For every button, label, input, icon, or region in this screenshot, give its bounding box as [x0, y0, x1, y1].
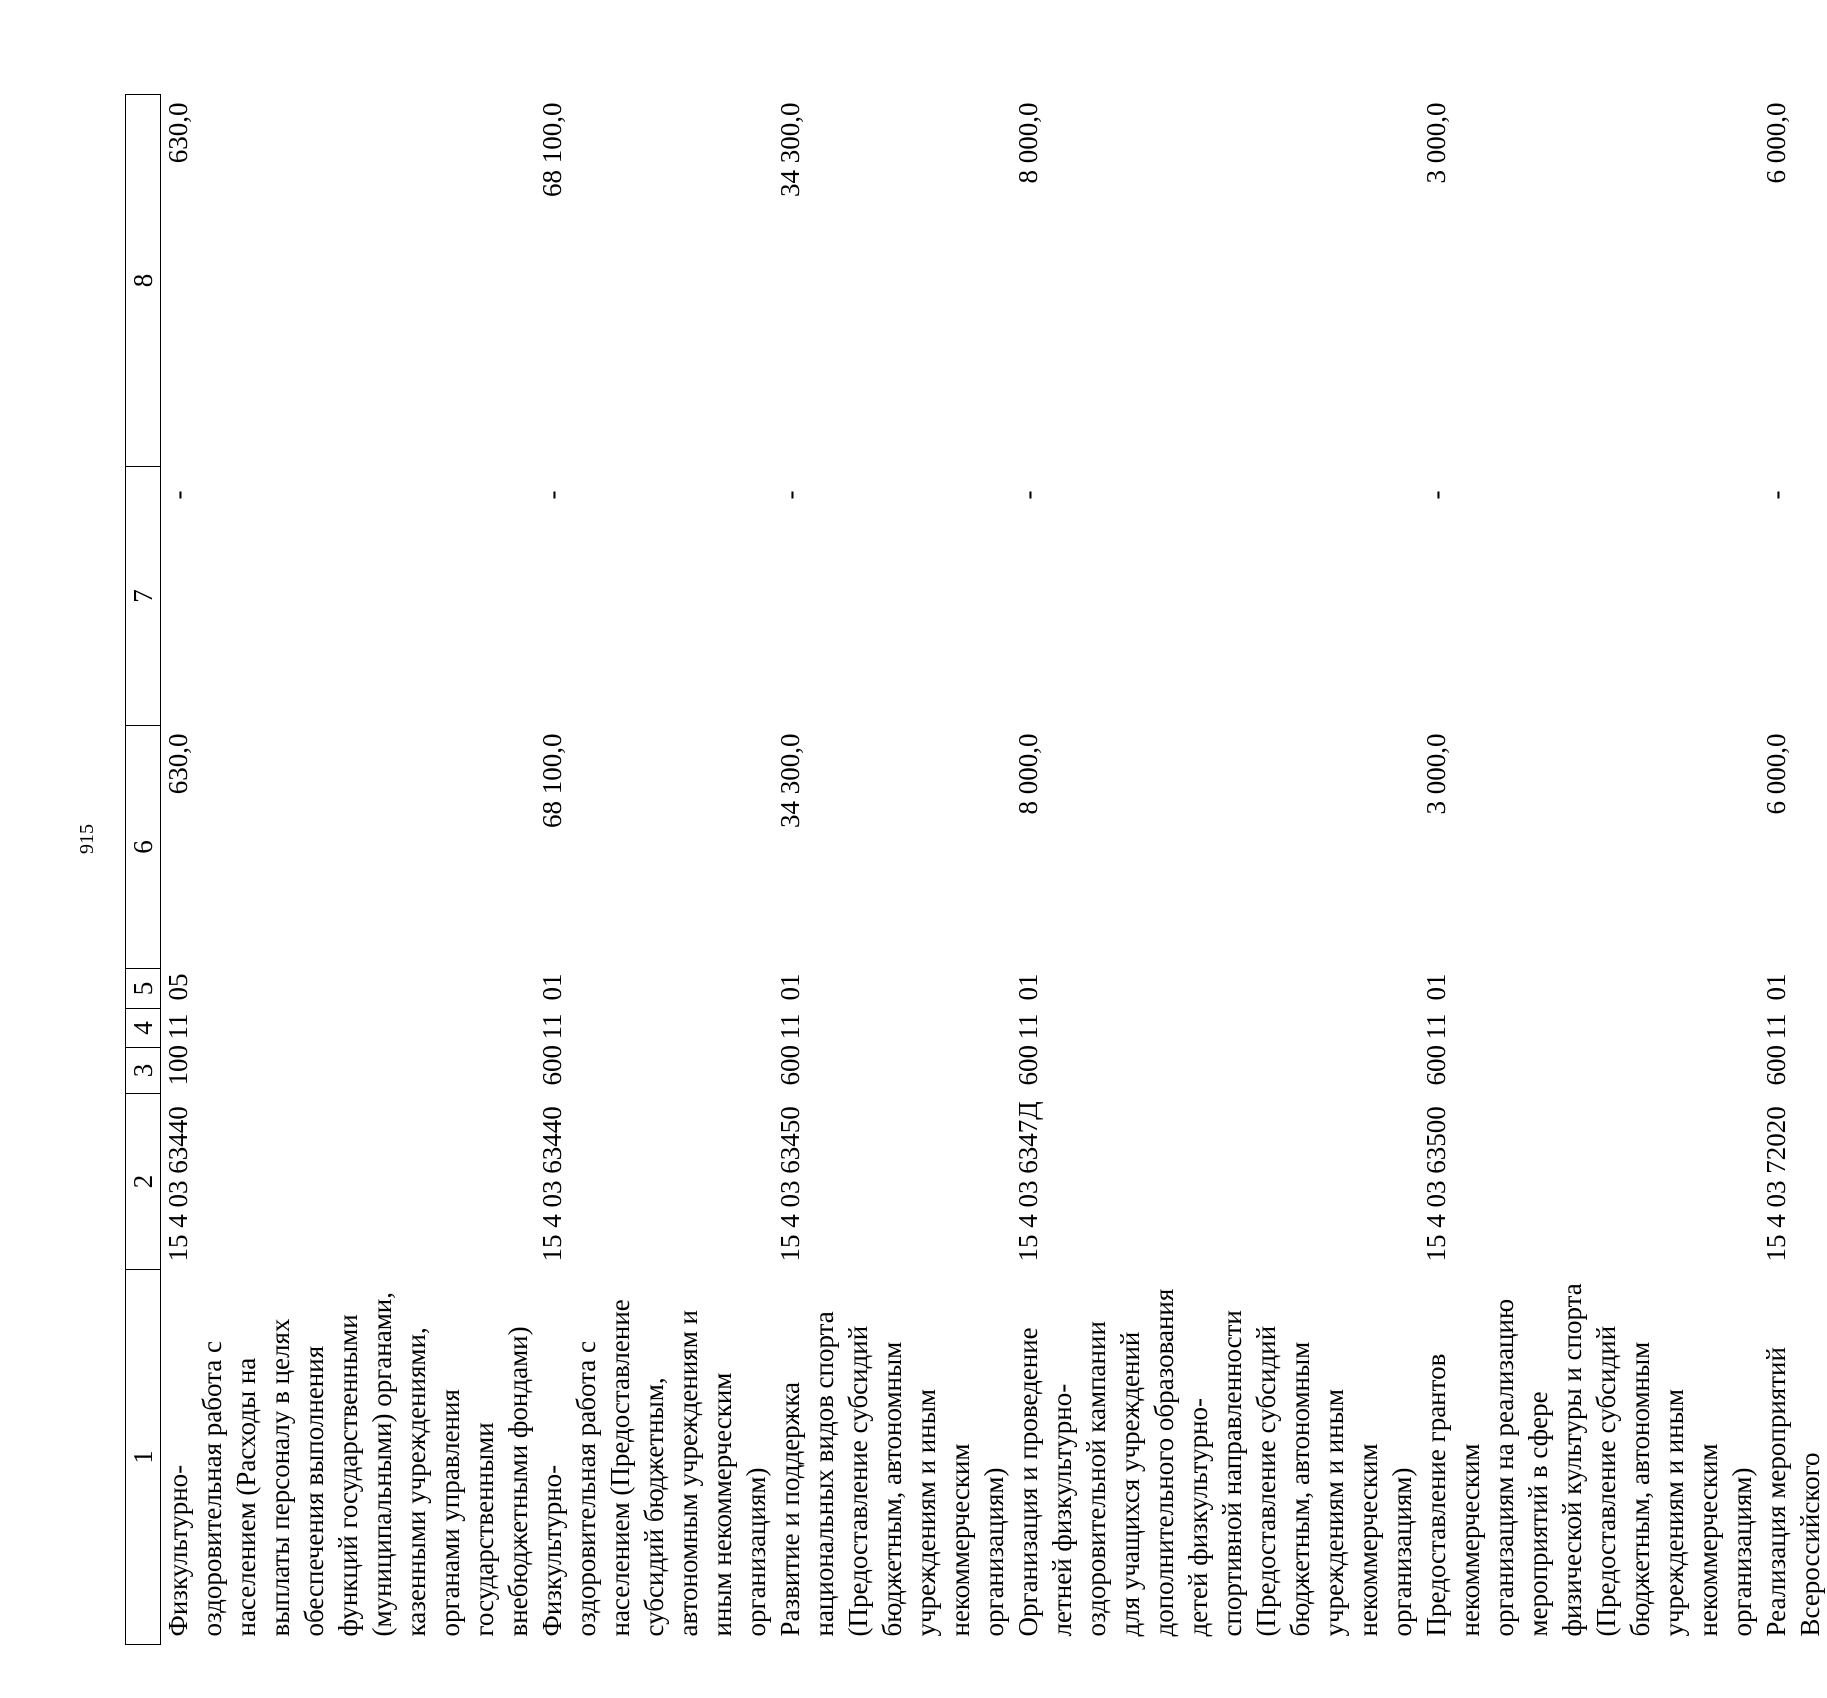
- row-vr: 600: [1013, 1045, 1043, 1086]
- row-vr: 600: [775, 1045, 805, 1086]
- row-sum: 34 300,0: [775, 733, 805, 828]
- row-name: Организация и проведение летней физкультурно-оздоровительной кампании для учащихся учреждений дополнительного образования детей физкультурно-спортивной направленности (Предоставление субсидий бюджетным, автономным учреждениям и иным некоммерческим организациям): [1013, 1288, 1417, 1637]
- row-col7: -: [1761, 490, 1791, 500]
- table-row: [773, 95, 1011, 1645]
- row-code: 15 4 03 63450: [775, 1106, 805, 1262]
- row-code: 15 4 03 6347Д: [1013, 1101, 1043, 1262]
- row-pr: 01: [1421, 973, 1451, 1001]
- row-vr: 100: [163, 1045, 193, 1086]
- row-col7: -: [163, 490, 193, 500]
- row-pr: 01: [537, 973, 567, 1001]
- header-col-1: 1: [126, 1270, 161, 1645]
- row-rz: 11: [1421, 1013, 1451, 1040]
- row-name: Физкультурно-оздоровительная работа с населением (Расходы на выплаты персоналу в целях обеспечения выполнения функций государственными (муниципальными) органами, казенными учреждениями, органами управления государственными внебюджетными фондами): [163, 1292, 533, 1637]
- row-vr: 600: [537, 1045, 567, 1086]
- header-col-7: 7: [126, 467, 161, 726]
- row-rz: 11: [163, 1013, 193, 1040]
- row-rz: 11: [537, 1013, 567, 1040]
- row-pr: 01: [1761, 973, 1791, 1001]
- row-col8: 630,0: [163, 102, 193, 164]
- row-code: 15 4 03 72020: [1761, 1106, 1791, 1262]
- row-name: Физкультурно-оздоровительная работа с населением (Предоставление субсидий бюджетным, автономным учреждениям и иным некоммерческим организациям): [537, 1299, 771, 1637]
- row-col7: -: [775, 490, 805, 500]
- row-col8: 3 000,0: [1421, 102, 1451, 184]
- row-col7: -: [1013, 490, 1043, 500]
- row-sum: 68 100,0: [537, 733, 567, 828]
- row-code: 15 4 03 63440: [537, 1106, 567, 1262]
- row-col8: 68 100,0: [537, 102, 567, 197]
- row-rz: 11: [775, 1013, 805, 1040]
- header-row: [126, 95, 161, 1645]
- row-vr: 600: [1421, 1045, 1451, 1086]
- row-sum: 630,0: [163, 733, 193, 795]
- row-name: Предоставление грантов некоммерческим организациям на реализацию мероприятий в сфере физической культуры и спорта (Предоставление субсидий бюджетным, автономным учреждениям и иным некоммерческим организациям): [1421, 1283, 1757, 1637]
- row-pr: 01: [1013, 973, 1043, 1001]
- table-row: [1419, 95, 1759, 1645]
- row-rz: 11: [1013, 1013, 1043, 1040]
- table-row: [1759, 95, 1827, 1645]
- header-col-2: 2: [126, 1094, 161, 1270]
- row-sum: 6 000,0: [1761, 733, 1791, 815]
- header-col-3: 3: [126, 1048, 161, 1094]
- table-row: [1011, 95, 1419, 1645]
- row-name: Развитие и поддержка национальных видов спорта (Предоставление субсидий бюджетным, автономным учреждениям и иным некоммерческим организациям): [775, 1311, 1009, 1637]
- row-code: 15 4 03 63500: [1421, 1106, 1451, 1262]
- header-col-8: 8: [126, 95, 161, 467]
- row-col7: -: [1421, 490, 1451, 500]
- row-sum: 8 000,0: [1013, 733, 1043, 815]
- row-rz: 11: [1761, 1013, 1791, 1040]
- row-col7: -: [537, 490, 567, 500]
- budget-table-sheet: [125, 95, 1825, 1645]
- header-col-6: 6: [126, 726, 161, 969]
- table-body: [161, 95, 1827, 1645]
- row-col8: 8 000,0: [1013, 102, 1043, 184]
- row-vr: 600: [1761, 1045, 1791, 1086]
- header-col-5: 5: [126, 969, 161, 1009]
- row-sum: 3 000,0: [1421, 733, 1451, 815]
- row-pr: 05: [163, 973, 193, 1001]
- row-name: Реализация мероприятий Всероссийского: [1761, 1347, 1825, 1637]
- row-pr: 01: [775, 973, 805, 1001]
- page-number: 915: [76, 824, 98, 854]
- table-row: [535, 95, 773, 1645]
- row-code: 15 4 03 63440: [163, 1106, 193, 1262]
- table-row: [161, 95, 536, 1645]
- row-col8: 6 000,0: [1761, 102, 1791, 184]
- budget-table: [125, 94, 1827, 1645]
- row-col8: 34 300,0: [775, 102, 805, 197]
- table-header: [126, 95, 161, 1645]
- header-col-4: 4: [126, 1009, 161, 1048]
